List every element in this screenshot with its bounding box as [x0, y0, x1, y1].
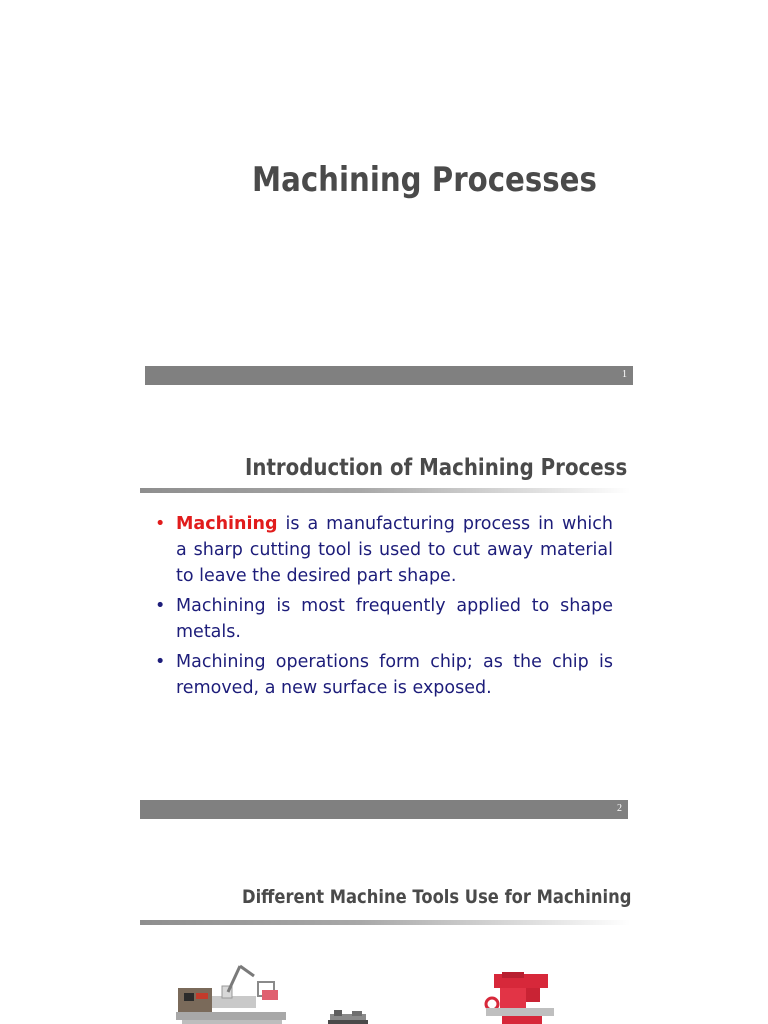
bullet-item	[155, 593, 613, 645]
slide-2-footer-bar	[140, 800, 628, 819]
slide-2-page-number: 2	[617, 803, 622, 814]
small-machine-tool-image	[326, 1008, 370, 1024]
slide-2-title: Introduction of Machining Process	[245, 455, 628, 481]
lathe-machine-image	[170, 962, 290, 1024]
bullet-item	[155, 511, 613, 589]
milling-machine-image	[482, 970, 558, 1024]
slide-1-footer-bar	[145, 366, 633, 385]
bullet-text: Machining is most frequently applied to shape metals.	[176, 596, 613, 642]
slide-1-title: Machining Processes	[252, 160, 597, 200]
highlight-term: Machining	[176, 514, 278, 534]
bullet-text: is a manufacturing process in which a sharp cutting tool is used to cut away material to leave the desired part shape.	[176, 514, 613, 586]
slide-1-page-number: 1	[622, 369, 627, 380]
bullet-dot-icon: •	[155, 514, 166, 534]
bullet-text: Machining operations form chip; as the chip is removed, a new surface is exposed.	[176, 652, 613, 698]
slide-3-title: Different Machine Tools Use for Machining	[242, 886, 632, 908]
bullet-item	[155, 649, 613, 701]
bullet-dot-icon: •	[155, 652, 166, 672]
slide-3-title-underline	[140, 920, 630, 925]
bullet-dot-icon: •	[155, 596, 166, 616]
slide-2-title-underline	[140, 488, 630, 493]
slide-2-bullet-list	[155, 511, 613, 705]
